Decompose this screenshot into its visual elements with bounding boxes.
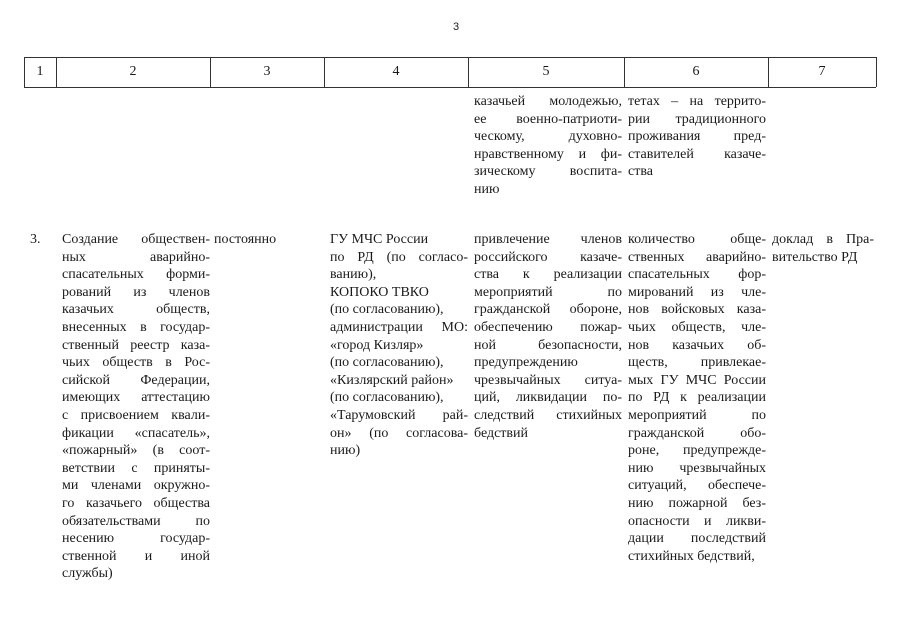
row-col7-reporting: доклад в Пра- вительство РД <box>772 232 874 265</box>
header-divider <box>876 57 877 87</box>
header-bottom-rule <box>24 87 876 88</box>
column-header: 2 <box>129 64 137 79</box>
continued-row-col6: тетах – на террито- рии традиционного проживания пред- ставителей казаче- ства <box>628 94 766 180</box>
column-header: 1 <box>36 64 44 79</box>
header-top-rule <box>24 57 876 58</box>
column-header: 6 <box>692 64 700 79</box>
column-header: 7 <box>818 64 826 79</box>
column-header: 5 <box>542 64 550 79</box>
continued-row-col5: казачьей молодежью, ее военно-патриоти- ческому, духовно- нравственному и фи- зическому воспита- нию <box>474 94 622 197</box>
column-header: 4 <box>392 64 400 79</box>
page-number: 3 <box>452 21 460 33</box>
row-col2-measure: Создание обществен- ных аварийно- спасательных форми- рований из членов казачьих обществ, внесенных в государ- ственный реестр каза- чьих обществ в Рос- сийской Федерации, имеющих аттестацию с присвоением квали- фикации «спасатель», «пожарный» (в соот- ветствии с приняты- ми членами окружно- го казачьего общества обязательствами по несению государ- ственной и иной службы) <box>62 232 210 582</box>
row-number: 3. <box>30 232 41 247</box>
row-col4-executors: ГУ МЧС России по РД (по согласо- ванию), КОПОКО ТВКО (по согласованию), администрации МО: «город Кизляр» (по согласованию), «Кизлярский район» (по согласованию), «Тарумовский рай- он» (по согласова- нию) <box>330 232 468 459</box>
row-col6-indicator: количество обще- ственных аварийно- спасательных фор- мирований из чле- нов войсковых каза- чьих обществ, чле- нов казачьих об- ществ, привлекае- мых ГУ МЧС России по РД к реализации мероприятий по гражданской обо- роне, предупрежде- нию чрезвычайных ситуаций, обеспече- нию пожарной без- опасности и ликви- дации последствий стихийных бедствий, <box>628 232 766 564</box>
row-col5-content: привлечение членов российского казаче- ства к реализации мероприятий по гражданской обороне, обеспечению пожар- ной безопасности, предупреждению чрезвычайных ситуа- ций, ликвидации по- следствий стихийных бедствий <box>474 232 622 441</box>
row-col3-deadline: постоянно <box>214 232 277 247</box>
column-header: 3 <box>263 64 271 79</box>
